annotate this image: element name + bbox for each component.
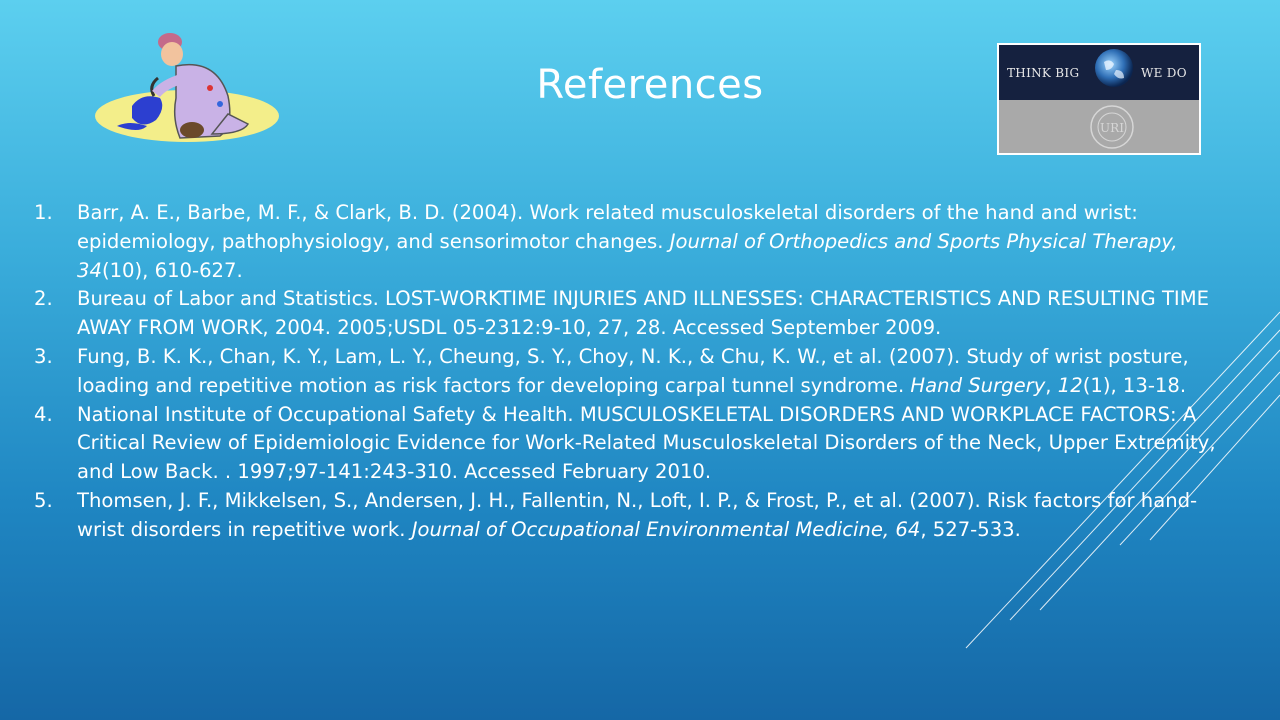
reference-item	[34, 487, 1244, 545]
reference-item	[34, 199, 1244, 285]
logo-right-text: WE DO	[1141, 66, 1187, 80]
reference-text: National Institute of Occupational Safety & Health. MUSCULOSKELETAL DISORDERS AND WORKPLACE FACTORS: A Critical Review of Epidemiologic Evidence for Work-Related Musculoskeletal Disorders of the Neck, Upper Extremity, and Low Back. . 1997;97-141:243-310. Accessed February 2010.	[77, 402, 1216, 484]
reference-text: Fung, B. K. K., Chan, K. Y., Lam, L. Y., Cheung, S. Y., Choy, N. K., & Chu, K. W., et al. (2007). Study of wrist posture, loading and repetitive motion as risk factors for developing carpal tunnel syndrome.	[77, 344, 1189, 397]
reference-text: Bureau of Labor and Statistics. LOST-WORKTIME INJURIES AND ILLNESSES: CHARACTERISTICS AND RESULTING TIME AWAY FROM WORK, 2004. 2005;USDL 05-2312:9-10, 27, 28. Accessed September 2009.	[77, 287, 1209, 340]
reference-item	[34, 343, 1244, 401]
reference-text: , 527-533.	[920, 517, 1021, 541]
reference-item	[34, 285, 1244, 343]
reference-text: (1), 13-18.	[1082, 373, 1187, 397]
reference-italic-text: Journal of Occupational Environmental Medicine, 64	[411, 517, 921, 541]
logo-left-text: THINK BIG	[1007, 66, 1080, 80]
reference-number: 1.	[34, 201, 53, 224]
reference-item	[34, 401, 1244, 487]
reference-number: 5.	[34, 488, 53, 512]
reference-number: 2.	[34, 287, 53, 311]
reference-text: (10), 610-627.	[101, 258, 243, 282]
references-list	[34, 199, 1244, 545]
reference-number: 3.	[34, 344, 53, 368]
slide-title: References	[536, 62, 764, 108]
globe-icon	[1094, 48, 1134, 88]
reference-italic-text: 12	[1057, 373, 1083, 397]
reference-italic-text: Journal of Orthopedics and Sports Physical Therapy, 34	[77, 229, 1178, 282]
think-big-logo	[997, 43, 1201, 155]
reference-italic-text: Hand Surgery	[910, 373, 1046, 397]
reference-number: 4.	[34, 402, 53, 426]
university-seal-icon	[1087, 103, 1137, 151]
reference-text: Thomsen, J. F., Mikkelsen, S., Andersen, J. H., Fallentin, N., Loft, I. P., & Frost, P., et al. (2007). Risk factors for hand-wrist disorders in repetitive work.	[77, 488, 1198, 541]
reference-text: ,	[1045, 373, 1058, 397]
reference-text: Barr, A. E., Barbe, M. F., & Clark, B. D. (2004). Work related musculoskeletal disorders of the hand and wrist: epidemiology, pathophysiology, and sensorimotor changes.	[77, 201, 1138, 253]
seal-text: URI	[1100, 121, 1124, 135]
